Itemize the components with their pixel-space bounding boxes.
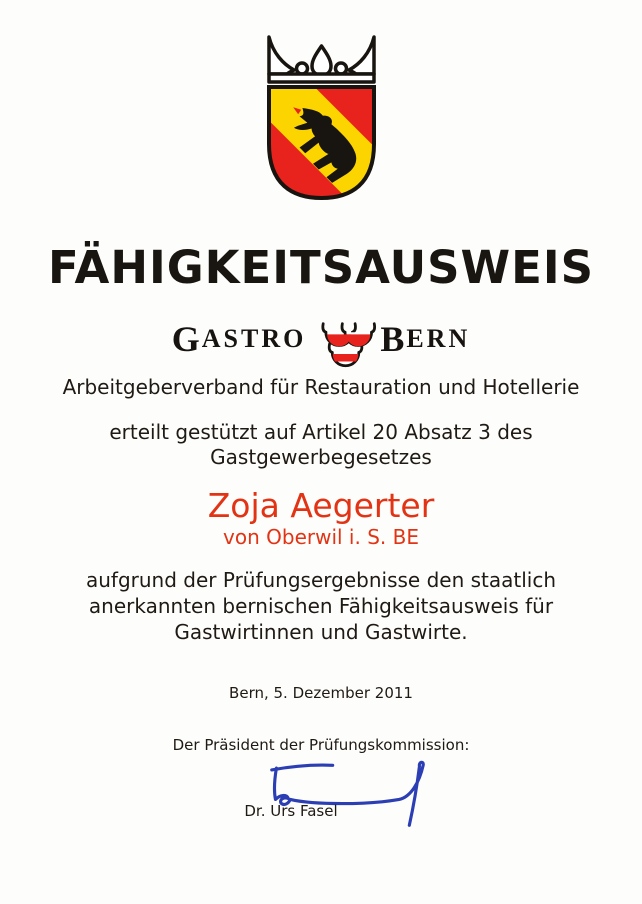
signer-name: Dr. Urs Fasel xyxy=(244,802,338,820)
award-line-1: aufgrund der Prüfungsergebnisse den staatlich xyxy=(85,568,557,592)
signer-role-label: Der Präsident der Prüfungskommission: xyxy=(172,736,470,754)
logo-word2-initial: B xyxy=(380,319,407,359)
logo-word1-rest: ASTRO xyxy=(201,324,307,353)
recipient-origin: von Oberwil i. S. BE xyxy=(223,525,419,549)
recipient-name: Zoja Aegerter xyxy=(207,486,435,525)
place-date-line: Bern, 5. Dezember 2011 xyxy=(229,684,413,702)
association-subtitle: Arbeitgeberverband für Restauration und Hotellerie xyxy=(62,375,580,399)
grant-line-1: erteilt gestützt auf Artikel 20 Absatz 3 des xyxy=(109,420,533,444)
crown-icon xyxy=(269,37,374,82)
grant-statement xyxy=(109,420,532,470)
award-line-2: anerkannten bernischen Fähigkeitsausweis für xyxy=(88,594,554,618)
logo-word2-rest: ERN xyxy=(406,324,471,353)
wine-glasses-icon xyxy=(312,318,378,372)
certificate-title: FÄHIGKEITSAUSWEIS xyxy=(47,241,595,294)
logo-word1-initial: G xyxy=(171,319,202,359)
bern-coat-of-arms-icon xyxy=(266,34,377,201)
signature-block xyxy=(181,755,461,835)
award-paragraph xyxy=(86,567,556,645)
award-line-3: Gastwirtinnen und Gastwirte. xyxy=(174,620,468,644)
gastro-bern-logo xyxy=(172,312,471,366)
grant-line-2: Gastgewerbegesetzes xyxy=(210,445,432,469)
